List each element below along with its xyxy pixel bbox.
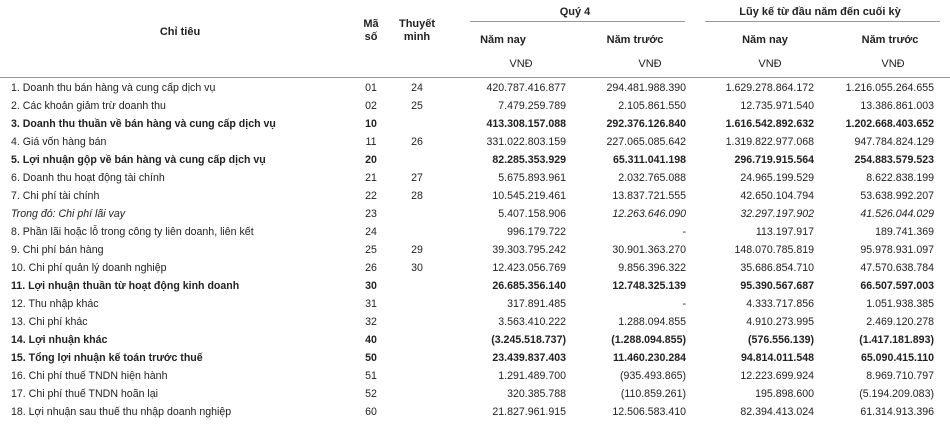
table-row <box>0 349 950 367</box>
cell-code: 30 <box>365 280 377 292</box>
cell-note: 26 <box>411 136 423 148</box>
cell-code: 50 <box>365 352 377 364</box>
cell-code: 26 <box>365 262 377 274</box>
cell-y-cur: 296.719.915.564 <box>734 154 814 166</box>
cell-code: 21 <box>365 172 377 184</box>
table-row <box>0 367 950 385</box>
table-row <box>0 385 950 403</box>
cell-y-prev: 47.570.638.784 <box>860 262 934 274</box>
cell-q-cur: 7.479.259.789 <box>498 100 566 112</box>
cell-name: 5. Lợi nhuận gộp về bán hàng và cung cấp dịch vụ <box>11 154 266 166</box>
table-row <box>0 277 950 295</box>
cell-q-prev: 1.288.094.855 <box>618 316 686 328</box>
cell-y-cur: 12.735.971.540 <box>740 100 814 112</box>
cell-y-prev: (1.417.181.893) <box>859 334 934 346</box>
cell-code: 60 <box>365 406 377 418</box>
table-row <box>0 223 950 241</box>
table-row <box>0 295 950 313</box>
cell-name: 17. Chi phí thuế TNDN hoãn lại <box>11 388 159 400</box>
cell-name: 11. Lợi nhuận thuần từ hoạt động kinh doanh <box>11 280 240 292</box>
cell-q-cur: 82.285.353.929 <box>492 154 566 166</box>
header-cumulative: Lũy kế từ đầu năm đến cuối kỳ <box>739 6 901 18</box>
cell-name: 9. Chi phí bán hàng <box>11 244 104 256</box>
cell-y-cur: 1.629.278.864.172 <box>725 82 814 94</box>
header-quarter: Quý 4 <box>559 6 591 18</box>
cell-code: 31 <box>365 298 377 310</box>
cell-name: Trong đó: Chi phí lãi vay <box>11 208 126 220</box>
cell-y-prev: 61.314.913.396 <box>860 406 934 418</box>
cell-y-cur: 1.616.542.892.632 <box>725 118 814 130</box>
cell-q-prev: 12.748.325.139 <box>612 280 686 292</box>
cell-q-prev: 227.065.085.642 <box>606 136 686 148</box>
cell-q-cur: 5.675.893.961 <box>498 172 566 184</box>
cell-q-cur: 23.439.837.403 <box>492 352 566 364</box>
cell-q-cur: 21.827.961.915 <box>492 406 566 418</box>
cell-code: 25 <box>365 244 377 256</box>
cell-q-cur: 5.407.158.906 <box>498 208 566 220</box>
cell-q-cur: 420.787.416.877 <box>486 82 566 94</box>
cell-name: 15. Tổng lợi nhuận kế toán trước thuế <box>11 352 203 364</box>
cell-y-cur: 35.686.854.710 <box>740 262 814 274</box>
cell-y-prev: 1.202.668.403.652 <box>845 118 934 130</box>
cell-q-prev: (110.859.261) <box>620 388 686 400</box>
cell-name: 7. Chi phí tài chính <box>11 190 100 202</box>
cell-q-cur: (3.245.518.737) <box>491 334 566 346</box>
header-rule-cumulative <box>705 21 940 22</box>
cell-y-prev: 1.051.938.385 <box>866 298 934 310</box>
table-row <box>0 79 950 97</box>
cell-code: 10 <box>365 118 377 130</box>
cell-q-cur: 413.308.157.088 <box>486 118 566 130</box>
table-row <box>0 313 950 331</box>
cell-note: 30 <box>411 262 423 274</box>
cell-y-prev: 1.216.055.264.655 <box>845 82 934 94</box>
cell-y-prev: (5.194.209.083) <box>859 388 934 400</box>
cell-y-cur: 12.223.699.924 <box>740 370 814 382</box>
cell-q-cur: 320.385.788 <box>507 388 566 400</box>
cell-y-cur: 42.650.104.794 <box>740 190 814 202</box>
unit-y-prev-year: VNĐ <box>881 58 905 70</box>
cell-q-prev: (1.288.094.855) <box>611 334 686 346</box>
cell-q-prev: 9.856.396.322 <box>618 262 686 274</box>
cell-note: 28 <box>411 190 423 202</box>
header-y-this-year: Năm nay <box>742 34 788 46</box>
cell-y-cur: 82.394.413.024 <box>740 406 814 418</box>
cell-y-prev: 8.969.710.797 <box>866 370 934 382</box>
cell-y-cur: 4.910.273.995 <box>746 316 814 328</box>
cell-q-cur: 26.685.356.140 <box>492 280 566 292</box>
cell-q-prev: 13.837.721.555 <box>612 190 686 202</box>
cell-name: 2. Các khoản giảm trừ doanh thu <box>11 100 166 112</box>
cell-q-prev: 12.506.583.410 <box>612 406 686 418</box>
cell-q-prev: (935.493.865) <box>620 370 686 382</box>
cell-y-cur: 148.070.785.819 <box>734 244 814 256</box>
header-ma-so: Mã số <box>363 18 379 43</box>
cell-q-prev: 11.460.230.284 <box>612 352 686 364</box>
cell-y-cur: 24.965.199.529 <box>740 172 814 184</box>
cell-name: 10. Chi phí quản lý doanh nghiệp <box>11 262 167 274</box>
cell-y-prev: 53.638.992.207 <box>860 190 934 202</box>
cell-q-prev: 294.481.988.390 <box>606 82 686 94</box>
cell-name: 8. Phần lãi hoặc lỗ trong công ty liên doanh, liên kết <box>11 226 254 238</box>
cell-q-cur: 996.179.722 <box>507 226 566 238</box>
cell-y-prev: 8.622.838.199 <box>866 172 934 184</box>
cell-note: 24 <box>411 82 423 94</box>
cell-y-prev: 947.784.824.129 <box>854 136 934 148</box>
cell-y-cur: 4.333.717.856 <box>746 298 814 310</box>
cell-code: 22 <box>365 190 377 202</box>
cell-q-prev: 12.263.646.090 <box>612 208 686 220</box>
cell-q-cur: 39.303.795.242 <box>492 244 566 256</box>
cell-code: 02 <box>365 100 377 112</box>
cell-code: 23 <box>365 208 377 220</box>
cell-y-prev: 41.526.044.029 <box>860 208 934 220</box>
table-row <box>0 331 950 349</box>
table-row <box>0 187 950 205</box>
cell-code: 20 <box>365 154 377 166</box>
cell-code: 51 <box>365 370 377 382</box>
cell-y-prev: 2.469.120.278 <box>866 316 934 328</box>
table-row <box>0 241 950 259</box>
cell-q-prev: 65.311.041.198 <box>612 154 686 166</box>
table-row <box>0 205 950 223</box>
cell-q-prev: 2.032.765.088 <box>618 172 686 184</box>
cell-y-prev: 65.090.415.110 <box>860 352 934 364</box>
cell-name: 4. Giá vốn hàng bán <box>11 136 107 148</box>
header-thuyet-minh: Thuyết minh <box>398 18 436 43</box>
table-row <box>0 115 950 133</box>
cell-q-cur: 331.022.803.159 <box>486 136 566 148</box>
cell-code: 40 <box>365 334 377 346</box>
cell-name: 6. Doanh thu hoạt động tài chính <box>11 172 165 184</box>
cell-name: 1. Doanh thu bán hàng và cung cấp dịch vụ <box>11 82 216 94</box>
unit-q-prev-year: VNĐ <box>638 58 662 70</box>
cell-name: 12. Thu nhập khác <box>11 298 99 310</box>
cell-y-cur: 1.319.822.977.068 <box>725 136 814 148</box>
header-rule-quarter <box>470 21 685 22</box>
cell-q-cur: 12.423.056.769 <box>492 262 566 274</box>
header-bottom-rule <box>0 77 950 78</box>
cell-code: 11 <box>365 136 377 148</box>
cell-y-prev: 13.386.861.003 <box>860 100 934 112</box>
statement-rows <box>0 79 950 421</box>
cell-q-cur: 3.563.410.222 <box>498 316 566 328</box>
cell-note: 27 <box>411 172 423 184</box>
cell-q-prev: 30.901.363.270 <box>612 244 686 256</box>
cell-q-prev: 292.376.126.840 <box>606 118 686 130</box>
table-row <box>0 403 950 421</box>
header-y-prev-year: Năm trước <box>861 34 919 46</box>
cell-code: 01 <box>365 82 377 94</box>
cell-name: 18. Lợi nhuận sau thuế thu nhập doanh nghiệp <box>11 406 232 418</box>
cell-code: 24 <box>365 226 377 238</box>
cell-name: 16. Chi phí thuế TNDN hiện hành <box>11 370 168 382</box>
cell-code: 52 <box>365 388 377 400</box>
cell-y-cur: 113.197.917 <box>755 226 814 238</box>
unit-y-this-year: VNĐ <box>758 58 782 70</box>
cell-name: 3. Doanh thu thuần về bán hàng và cung cấp dịch vụ <box>11 118 276 130</box>
cell-q-cur: 317.891.485 <box>507 298 566 310</box>
table-row <box>0 133 950 151</box>
cell-q-prev: 2.105.861.550 <box>618 100 686 112</box>
cell-q-cur: 1.291.489.700 <box>498 370 566 382</box>
table-row <box>0 169 950 187</box>
cell-code: 32 <box>365 316 377 328</box>
cell-y-prev: 189.741.369 <box>875 226 934 238</box>
unit-q-this-year: VNĐ <box>509 58 533 70</box>
cell-y-prev: 254.883.579.523 <box>854 154 934 166</box>
table-row <box>0 97 950 115</box>
cell-q-cur: 10.545.219.461 <box>492 190 566 202</box>
cell-note: 29 <box>411 244 423 256</box>
header-q-prev-year: Năm trước <box>606 34 664 46</box>
cell-name: 14. Lợi nhuận khác <box>11 334 108 346</box>
header-chi-tieu: Chỉ tiêu <box>159 26 201 38</box>
table-row <box>0 151 950 169</box>
cell-y-cur: 32.297.197.902 <box>740 208 814 220</box>
table-row <box>0 259 950 277</box>
cell-q-prev: - <box>682 226 686 238</box>
cell-name: 13. Chi phí khác <box>11 316 88 328</box>
cell-y-cur: 94.814.011.548 <box>740 352 814 364</box>
cell-y-prev: 66.507.597.003 <box>860 280 934 292</box>
header-q-this-year: Năm nay <box>480 34 526 46</box>
cell-y-cur: 95.390.567.687 <box>740 280 814 292</box>
cell-note: 25 <box>411 100 423 112</box>
cell-y-prev: 95.978.931.097 <box>860 244 934 256</box>
cell-y-cur: 195.898.600 <box>755 388 814 400</box>
cell-y-cur: (576.556.139) <box>748 334 814 346</box>
cell-q-prev: - <box>682 298 686 310</box>
